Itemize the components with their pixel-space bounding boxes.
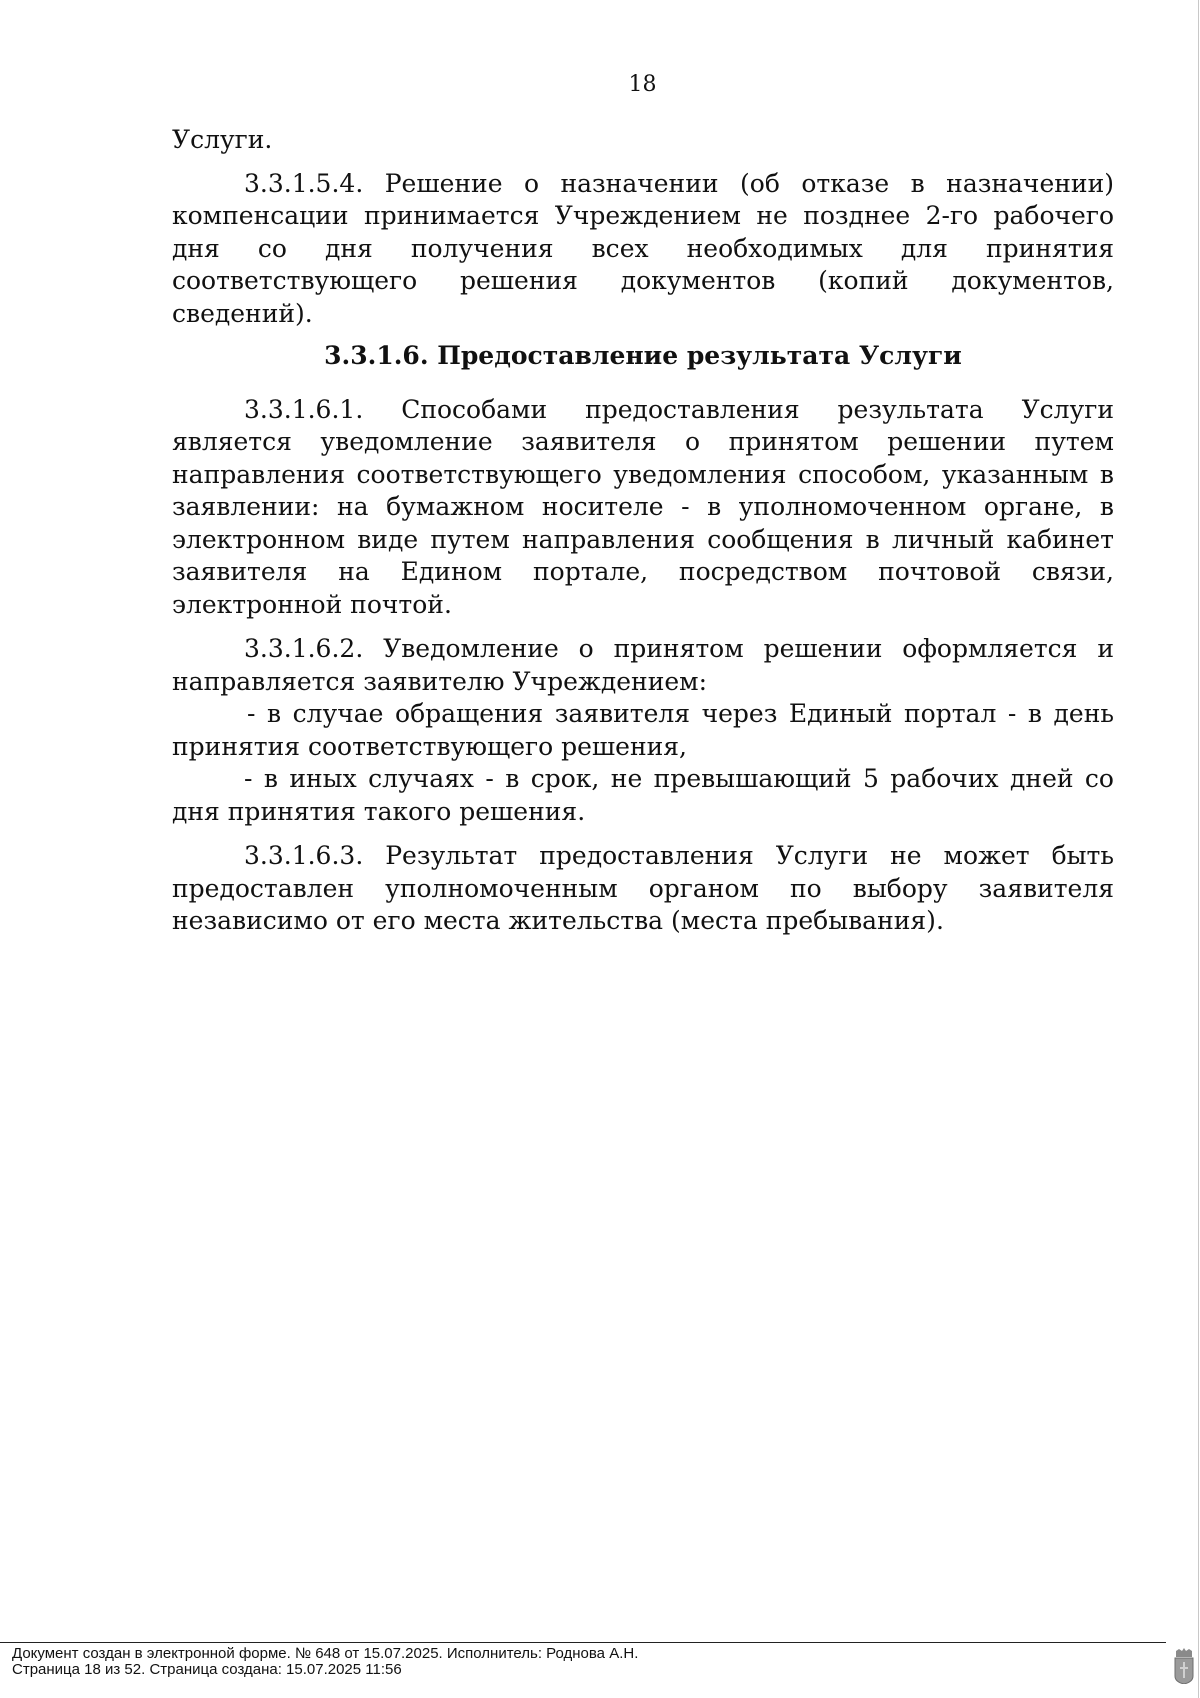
coat-of-arms-icon (1174, 1648, 1194, 1684)
paragraph-3-3-1-6-2: 3.3.1.6.2. Уведомление о принятом решении оформляется и направляется заявителю Учреждением: (172, 634, 1114, 696)
footer-page-info: Страница 18 из 52. Страница создана: 15.07.2025 11:56 (12, 1661, 402, 1678)
paragraph-3-3-1-5-4: 3.3.1.5.4. Решение о назначении (об отказе в назначении) компенсации принимается Учреждением не позднее 2-го рабочего дня со дня получения всех необходимых для принятия соответствующего решения документов (копий документов, сведений). (172, 168, 1114, 328)
section-heading: 3.3.1.6. Предоставление результата Услуги (324, 341, 962, 370)
page-edge (1198, 0, 1199, 1698)
paragraph-3-3-1-6-3: 3.3.1.6.3. Результат предоставления Услуги не может быть предоставлен уполномоченным органом по выбору заявителя независимо от его места жительства (места пребывания). (172, 841, 1114, 935)
list-item: - в случае обращения заявителя через Единый портал - в день принятия соответствующего решения, (172, 699, 1114, 761)
document-body (172, 124, 1114, 938)
paragraph-3-3-1-6-1: 3.3.1.6.1. Способами предоставления результата Услуги является уведомление заявителя о принятом решении путем направления соответствующего уведомления способом, указанным в заявлении: на бумажном носителе - в уполномоченном органе, в электронном виде путем направления сообщения в личный кабинет заявителя на Едином портале, посредством почтовой связи, электронной почтой. (172, 394, 1114, 619)
footer-divider (0, 1642, 1166, 1643)
paragraph-continuation: Услуги. (172, 125, 273, 154)
list-item: - в иных случаях - в срок, не превышающий 5 рабочих дней со дня принятия такого решения. (172, 764, 1114, 826)
footer-document-info: Документ создан в электронной форме. № 648 от 15.07.2025. Исполнитель: Роднова А.Н. (12, 1645, 639, 1662)
document-footer (12, 1646, 638, 1678)
page-number: 18 (628, 72, 657, 97)
